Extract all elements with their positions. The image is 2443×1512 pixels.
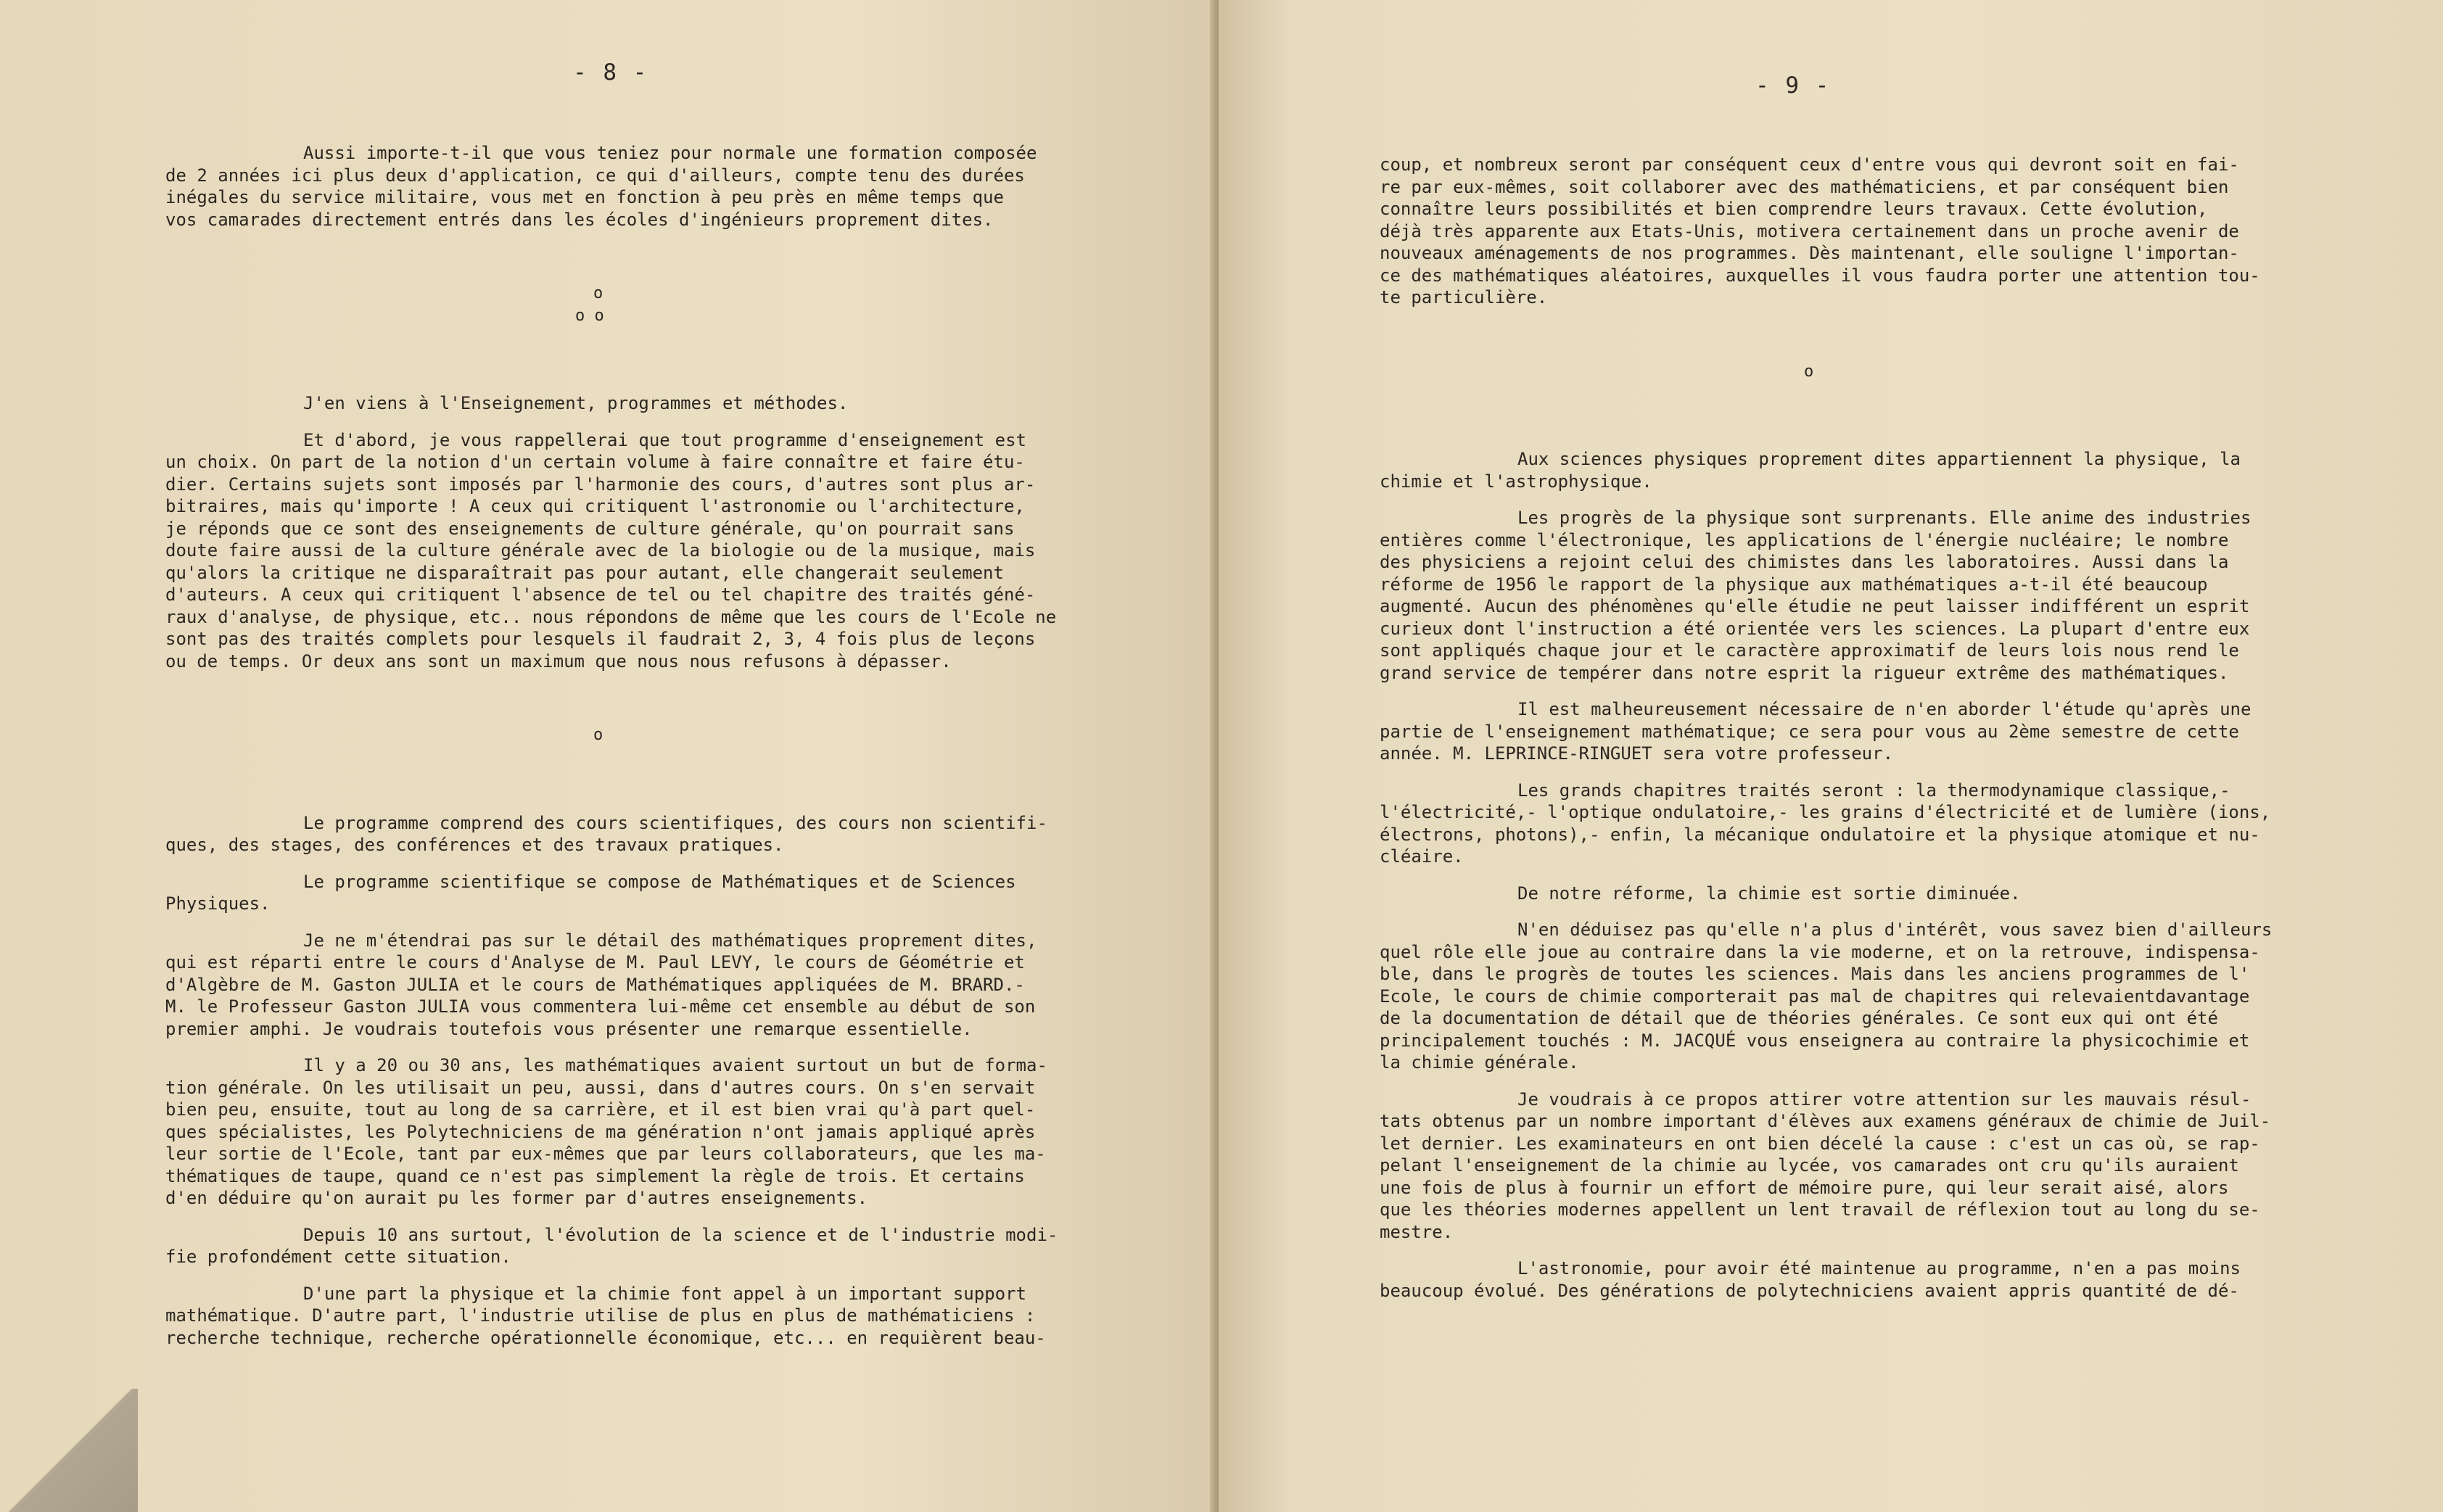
text-line: mestre. <box>1380 1221 1454 1242</box>
text-line: de 2 années ici plus deux d'application, ce qui d'ailleurs, compte tenu des durées <box>165 165 1025 186</box>
text-line: Aux sciences physiques proprement dites appartiennent la physique, la <box>1517 449 2241 469</box>
text-line: d'auteurs. A ceux qui critiquent l'absence de tel ou tel chapitre des traités géné- <box>165 584 1036 605</box>
text-line: un choix. On part de la notion d'un certain volume à faire connaître et faire étu- <box>165 452 1025 472</box>
text-line: let dernier. Les examinateurs en ont bien décelé la cause : c'est un cas où, se rap- <box>1380 1133 2260 1154</box>
text-line: d'en déduire qu'on aurait pu les former par d'autres enseignements. <box>165 1188 868 1208</box>
text-line: réforme de 1956 le rapport de la physique aux mathématiques a-t-il été beaucoup <box>1380 574 2208 595</box>
text-line: mathématique. D'autre part, l'industrie utilise de plus en plus de mathématiciens : <box>165 1305 1036 1326</box>
text-line: N'en déduisez pas qu'elle n'a plus d'intérêt, vous savez bien d'ailleurs <box>1517 920 2273 940</box>
text-line: Le programme scientifique se compose de Mathématiques et de Sciences <box>303 871 1016 892</box>
paragraph <box>165 1283 1108 1350</box>
paragraph <box>1380 154 2323 309</box>
text-line: tats obtenus par un nombre important d'élèves aux examens généraux de chimie de Juil- <box>1380 1111 2271 1131</box>
text-line: partie de l'enseignement mathématique; ce sera pour vous au 2ème semestre de cette <box>1380 721 2239 742</box>
paragraph <box>1380 780 2323 868</box>
text-line: raux d'analyse, de physique, etc.. nous répondons de même que les cours de l'Ecole ne <box>165 606 1057 627</box>
text-line: beaucoup évolué. Des générations de polytechniciens avaient appris quantité de dé- <box>1380 1280 2239 1301</box>
paragraph <box>165 142 1108 231</box>
text-line: ble, dans le progrès de toutes les sciences. Mais dans les anciens programmes de l' <box>1380 964 2250 984</box>
text-line: Et d'abord, je vous rappellerai que tout programme d'enseignement est <box>303 429 1026 450</box>
text-line: tion générale. On les utilisait un peu, aussi, dans d'autres cours. On s'en servait <box>165 1077 1036 1098</box>
text-line: qui est réparti entre le cours d'Analyse de M. Paul LEVY, le cours de Géométrie et <box>165 952 1025 972</box>
text-line: Physiques. <box>165 893 271 914</box>
text-line: ques, des stages, des conférences et des travaux pratiques. <box>165 835 784 855</box>
text-line: L'astronomie, pour avoir été maintenue au programme, n'en a pas moins <box>1517 1258 2241 1278</box>
text-line: l'électricité,- l'optique ondulatoire,- les grains d'électricité et de lumière (ions, <box>1380 802 2271 822</box>
text-line: inégales du service militaire, vous met en fonction à peu près en même temps que <box>165 187 1004 207</box>
ornament-line: o <box>1804 362 1814 381</box>
ornament-line: o <box>593 284 603 302</box>
text-line: ce des mathématiques aléatoires, auxquelles il vous faudra porter une attention tou- <box>1380 265 2260 286</box>
text-line: je réponds que ce sont des enseignements de culture générale, qu'on pourrait sans <box>165 518 1015 539</box>
paragraph <box>1380 1088 2323 1244</box>
text-line: Les grands chapitres traités seront : la thermodynamique classique,- <box>1517 780 2230 801</box>
page-number: - 8 - <box>573 59 648 86</box>
paragraph <box>1380 919 2323 1074</box>
paragraph <box>1380 698 2323 765</box>
text-line: Je voudrais à ce propos attirer votre attention sur les mauvais résul- <box>1517 1088 2252 1110</box>
text-line: chimie et l'astrophysique. <box>1380 471 1652 492</box>
paragraph <box>165 1054 1108 1210</box>
text-line: Il y a 20 ou 30 ans, les mathématiques avaient surtout un but de forma- <box>303 1055 1047 1075</box>
text-line: ques spécialistes, les Polytechniciens de ma génération n'ont jamais appliqué après <box>165 1121 1036 1142</box>
paragraph <box>165 812 1108 856</box>
text-line: Il est malheureusement nécessaire de n'en aborder l'étude qu'après une <box>1517 699 2252 719</box>
text-line: dier. Certains sujets sont imposés par l'harmonie des cours, d'autres sont plus ar- <box>165 474 1036 495</box>
text-line: des physiciens a rejoint celui des chimistes dans les laboratoires. Aussi dans la <box>1380 552 2229 572</box>
folded-corner <box>0 1389 138 1512</box>
section-ornament <box>165 283 1108 327</box>
text-line: déjà très apparente aux Etats-Unis, motivera certainement dans un proche avenir de <box>1380 220 2239 241</box>
page-right <box>1219 0 2443 1512</box>
text-line: quel rôle elle joue au contraire dans la vie moderne, et on la retrouve, indispensa- <box>1380 941 2260 962</box>
page-text <box>165 142 1108 1363</box>
text-line: augmenté. Aucun des phénomènes qu'elle étudie ne peut laisser indifférent un esprit <box>1380 596 2250 616</box>
ornament-line: o <box>593 726 603 744</box>
paragraph <box>1380 507 2323 684</box>
paragraph <box>165 871 1108 915</box>
text-line: entières comme l'électronique, les applications de l'énergie nucléaire; le nombre <box>1380 529 2229 550</box>
text-line: la chimie générale. <box>1380 1052 1579 1073</box>
text-line: Je ne m'étendrai pas sur le détail des mathématiques proprement dites, <box>303 930 1037 951</box>
text-line: bitraires, mais qu'importe ! A ceux qui critiquent l'astronomie ou l'architecture, <box>165 496 1025 516</box>
text-line: curieux dont l'instruction a été orientée vers les sciences. La plupart d'entre eux <box>1380 618 2250 639</box>
page-text <box>1380 154 2323 1316</box>
text-line: De notre réforme, la chimie est sortie diminuée. <box>1517 883 2021 904</box>
paragraph <box>1380 1257 2323 1302</box>
text-line: bien peu, ensuite, tout au long de sa carrière, et il est bien vrai qu'à part quel- <box>165 1099 1036 1120</box>
page-left <box>0 0 1219 1512</box>
text-line: sont pas des traités complets pour lesquels il faudrait 2, 3, 4 fois plus de leçons <box>165 629 1036 649</box>
ornament-line: o o <box>575 306 604 325</box>
text-line: leur sortie de l'Ecole, tant par eux-mêmes que par leurs collaborateurs, que les ma- <box>165 1144 1046 1164</box>
paragraph <box>1380 883 2323 905</box>
paragraph <box>165 392 1108 415</box>
text-line: électrons, photons),- enfin, la mécanique ondulatoire et la physique atomique et nu- <box>1380 824 2260 845</box>
text-line: doute faire aussi de la culture générale avec de la biologie ou de la musique, mais <box>165 540 1036 561</box>
text-line: premier amphi. Je voudrais toutefois vous présenter une remarque essentielle. <box>165 1018 973 1039</box>
text-line: fie profondément cette situation. <box>165 1247 511 1267</box>
paragraph <box>165 429 1108 673</box>
section-ornament <box>165 724 1108 747</box>
text-line: Les progrès de la physique sont surprenants. Elle anime des industries <box>1517 508 2252 528</box>
text-line: Le programme comprend des cours scientifiques, des cours non scientifi- <box>303 812 1047 833</box>
text-line: cléaire. <box>1380 846 1464 867</box>
paragraph <box>165 930 1108 1041</box>
text-line: grand service de tempérer dans notre esprit la rigueur extrême des mathématiques. <box>1380 662 2229 683</box>
text-line: année. M. LEPRINCE-RINGUET sera votre professeur. <box>1380 743 1894 764</box>
text-line: Aussi importe-t-il que vous teniez pour normale une formation composée <box>303 143 1037 163</box>
text-line: J'en viens à l'Enseignement, programmes et méthodes. <box>303 393 849 413</box>
text-line: vos camarades directement entrés dans les écoles d'ingénieurs proprement dites. <box>165 209 994 230</box>
text-line: M. le Professeur Gaston JULIA vous commentera lui-même cet ensemble au début de son <box>165 996 1036 1017</box>
text-line: re par eux-mêmes, soit collaborer avec des mathématiciens, et par conséquent bien <box>1380 176 2229 197</box>
page-number: - 9 - <box>1755 73 1831 99</box>
text-line: te particulière. <box>1380 287 1548 307</box>
text-line: Depuis 10 ans surtout, l'évolution de la science et de l'industrie modi- <box>303 1224 1058 1245</box>
text-line: D'une part la physique et la chimie font appel à un important support <box>303 1283 1026 1304</box>
text-line: thématiques de taupe, quand ce n'est pas simplement la règle de trois. Et certains <box>165 1165 1025 1186</box>
text-line: d'Algèbre de M. Gaston JULIA et le cours de Mathématiques appliquées de M. BRARD.- <box>165 974 1025 995</box>
text-line: recherche technique, recherche opérationnelle économique, etc... en requièrent beau- <box>165 1327 1046 1348</box>
paragraph <box>165 1224 1108 1268</box>
text-line: connaître leurs possibilités et bien comprendre leurs travaux. Cette évolution, <box>1380 199 2208 219</box>
text-line: ou de temps. Or deux ans sont un maximum que nous nous refusons à dépasser. <box>165 650 952 672</box>
text-line: principalement touchés : M. JACQUÉ vous enseignera au contraire la physicochimie et <box>1380 1030 2250 1051</box>
text-line: pelant l'enseignement de la chimie au lycée, vos camarades ont cru qu'ils auraient <box>1380 1155 2239 1176</box>
text-line: qu'alors la critique ne disparaîtrait pas pour autant, elle changerait seulement <box>165 562 1004 583</box>
section-ornament <box>1380 361 2323 384</box>
paragraph <box>1380 448 2323 492</box>
text-line: que les théories modernes appellent un lent travail de réflexion tout au long du se- <box>1380 1199 2260 1220</box>
text-line: coup, et nombreux seront par conséquent ceux d'entre vous qui devront soit en fai- <box>1380 154 2239 175</box>
text-line: une fois de plus à fournir un effort de mémoire pure, qui leur serait aisé, alors <box>1380 1177 2229 1198</box>
text-line: Ecole, le cours de chimie comporterait pas mal de chapitres qui relevaientdavantage <box>1380 986 2250 1007</box>
text-line: de la documentation de détail que de théories générales. Ce sont eux qui ont été <box>1380 1008 2218 1028</box>
text-line: sont appliqués chaque jour et le caractère approximatif de leurs lois nous rend le <box>1380 640 2239 661</box>
text-line: nouveaux aménagements de nos programmes. Dès maintenant, elle souligne l'importan- <box>1380 243 2239 263</box>
